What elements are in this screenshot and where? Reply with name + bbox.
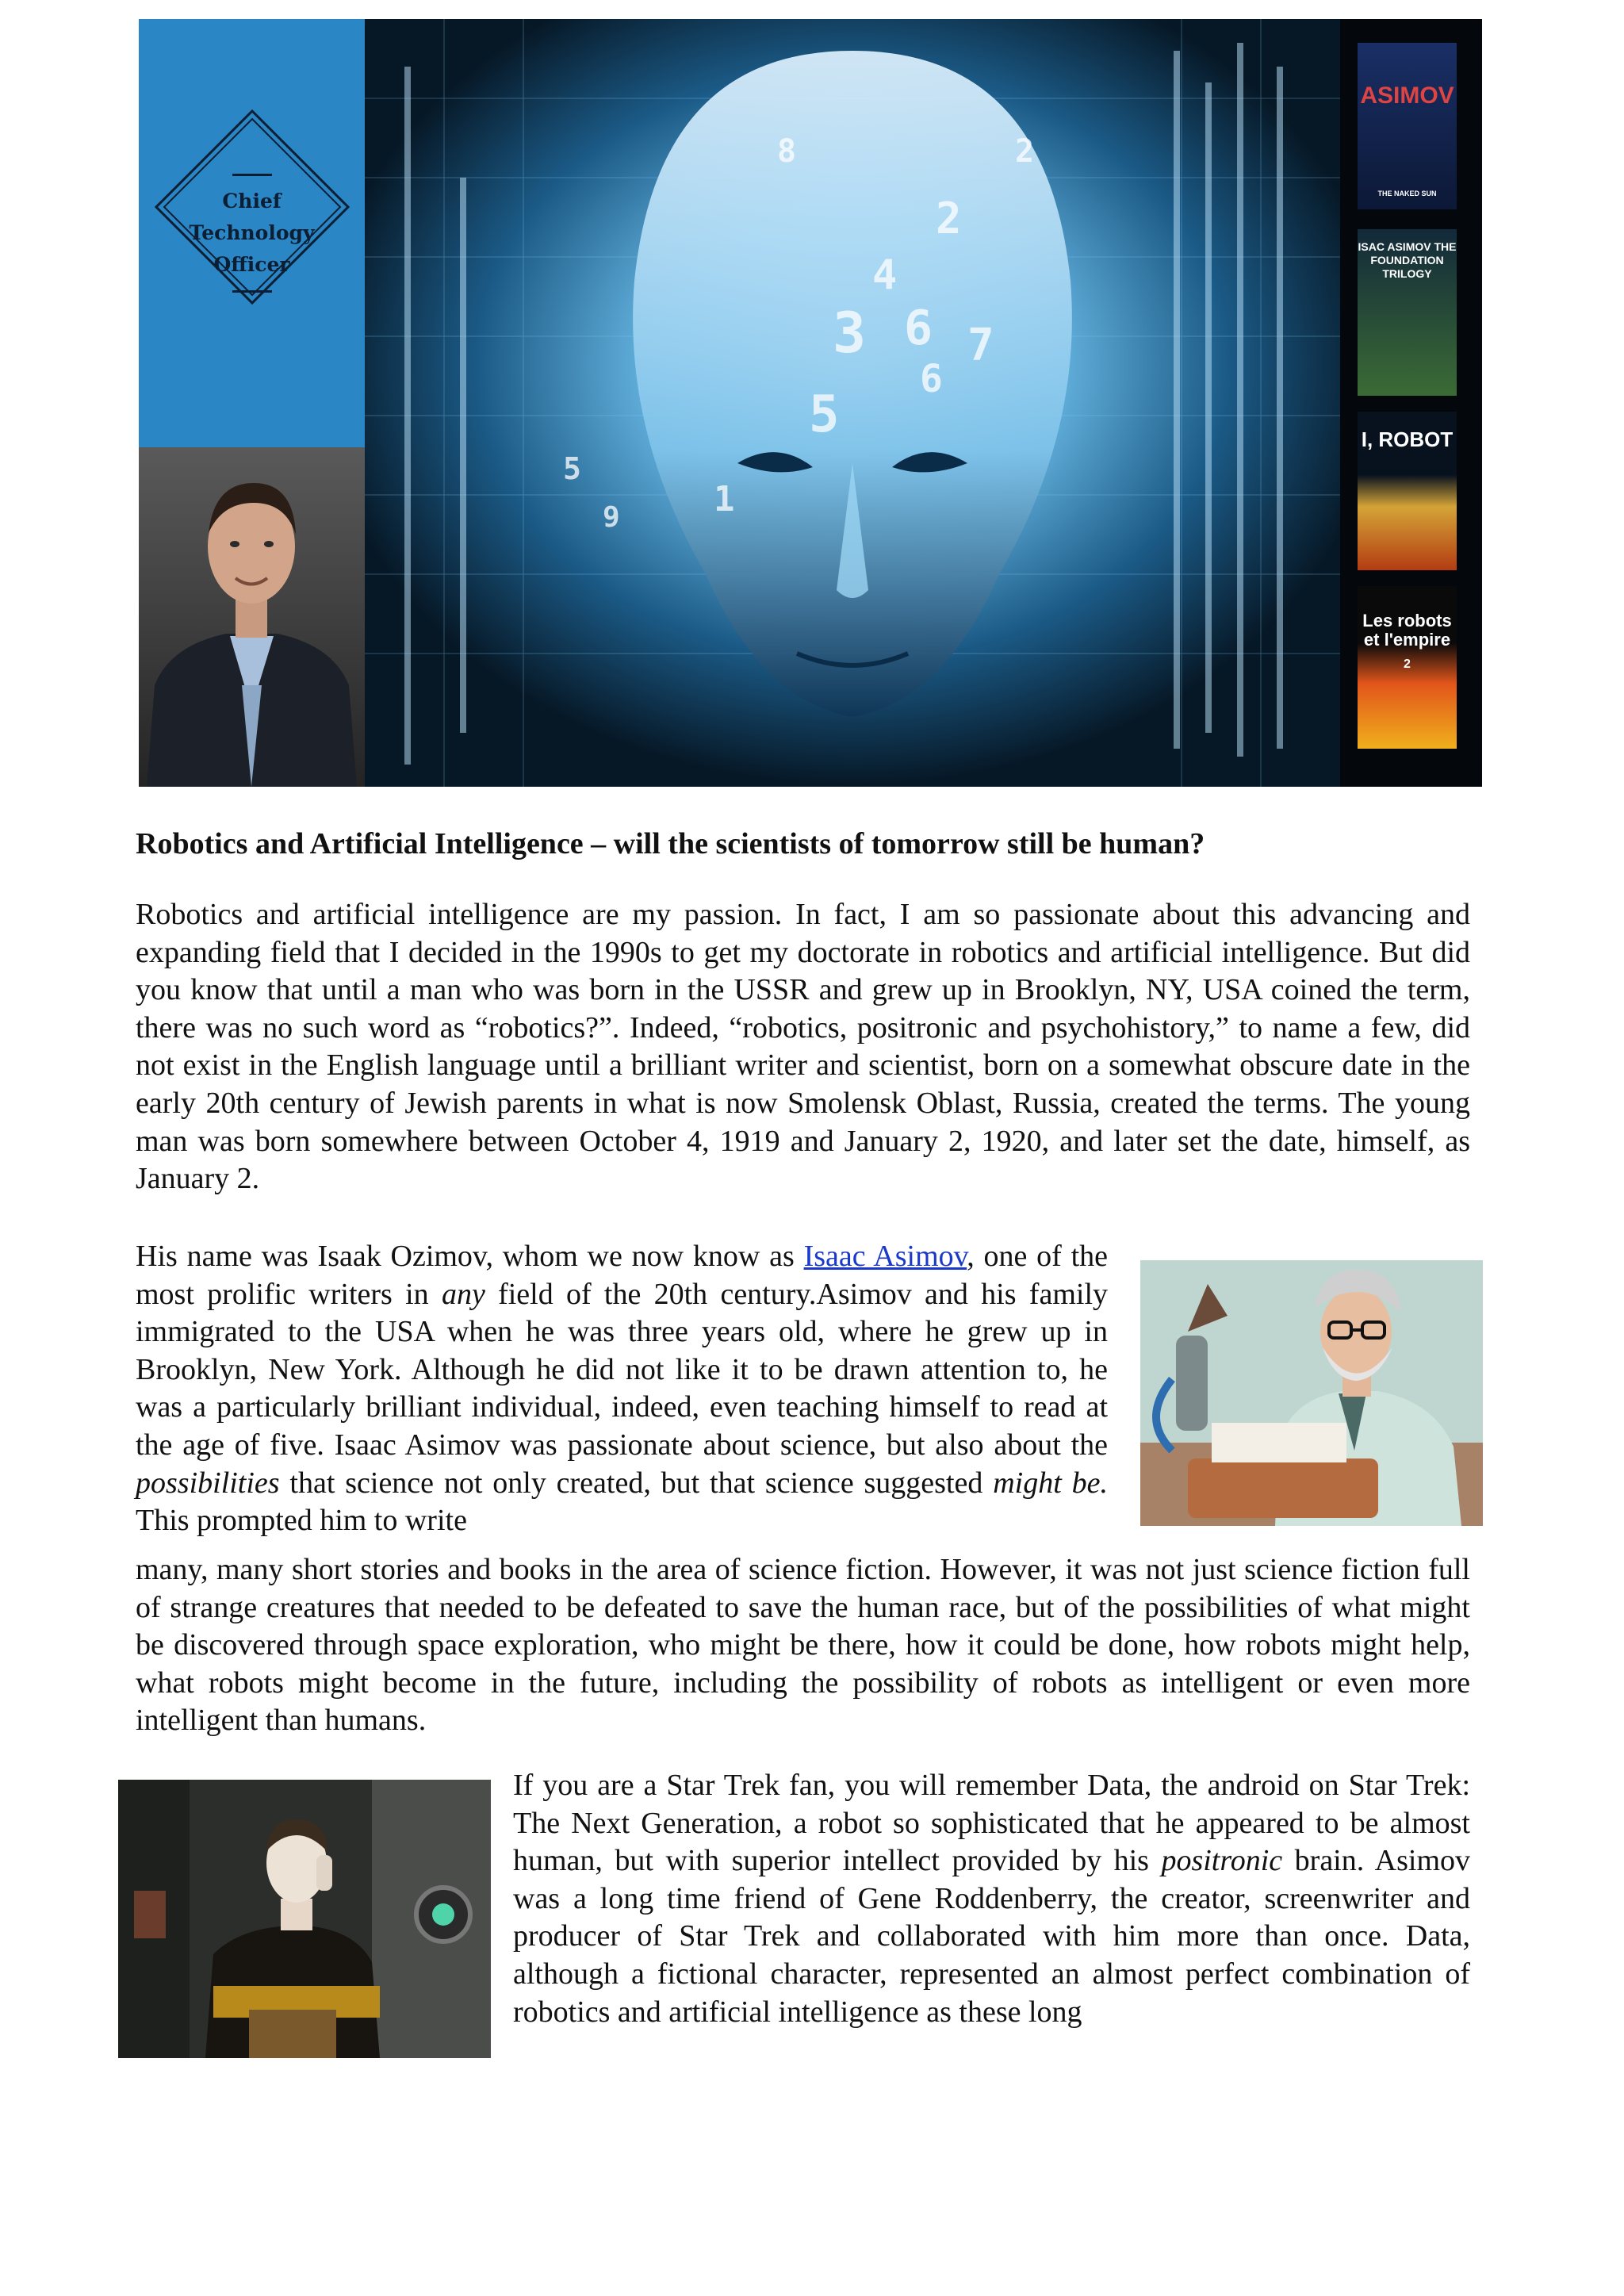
paragraph-asimov — [136, 1238, 1108, 1540]
emphasis: any — [441, 1277, 485, 1311]
floating-digit: 2 — [936, 194, 962, 243]
paragraph-star-trek — [513, 1767, 1470, 2031]
emphasis: possibilities — [136, 1466, 280, 1500]
text-run: field of the 20th century.Asimov and his family immigrated to the USA when he was three years old, where he grew up in Brooklyn, New York. Although he did not like it to be drawn attention to, he was a particularly brilliant individual, indeed, even teaching himself to read at the age of five. Isaac Asimov was passionate about science, but also about the — [136, 1277, 1108, 1462]
floating-digit: 9 — [603, 501, 620, 534]
text-run: If you are a Star Trek fan, you will remember Data, the android on Star Trek: The Next Generation, a robot so sophisticated that he appeared to be almost human, but with superior intellect provided by his — [513, 1769, 1470, 1878]
paragraph-intro: Robotics and artificial intelligence are my passion. In fact, I am so passionate about this advancing and expanding field that I decided in the 1990s to get my doctorate in robotics and artificial intelligence. But did you know that until a man who was born in the USSR and grew up in Brooklyn, NY, USA coined the term, there was no such word as “robotics?”. Indeed, “robotics, positronic and psychohistory,” to name a few, did not exist in the English language until a brilliant writer and scientist, born on a somewhat obscure date in the early 20th century of Jewish parents in what is now Smolensk Oblast, Russia, created the terms. The young man was born somewhere between October 4, 1919 and January 2, 1920, and later set the date, himself, as January 2. — [136, 898, 1470, 1196]
book-cover — [1358, 586, 1457, 749]
text-run: , one of the most prolific writers in — [136, 1240, 1109, 1311]
data-star-trek-image — [118, 1780, 491, 2058]
book-title: ASIMOV — [1360, 82, 1454, 109]
header-banner — [139, 19, 1482, 787]
floating-digit: 6 — [920, 357, 943, 401]
book-volume-number: 2 — [1404, 657, 1411, 671]
isaac-asimov-link[interactable]: Isaac Asimov — [803, 1240, 967, 1273]
book-cover — [1358, 412, 1457, 570]
floating-digit: 3 — [833, 301, 867, 366]
text-run: brain. Asimov was a long time friend of Gene Roddenberry, the creator, screenwriter and producer of Star Trek and collaborated with him more than once. Data, although a fictional character, represented an almost perfect combination of robotics and artificial intelligence as these long — [513, 1844, 1470, 2029]
floating-digit: 5 — [809, 385, 840, 444]
ai-head-illustration — [365, 19, 1340, 787]
floating-digit: 4 — [872, 251, 898, 299]
book-cover — [1358, 229, 1457, 396]
book-title: I, ROBOT — [1361, 427, 1454, 451]
article-heading: Robotics and Artificial Intelligence – will the scientists of tomorrow still be human? — [136, 827, 1205, 861]
emphasis: positronic — [1161, 1844, 1283, 1878]
text-run: His name was Isaak Ozimov, whom we now know as — [136, 1240, 804, 1273]
floating-digit: 8 — [777, 133, 797, 170]
cto-title-line2: Technology — [189, 221, 315, 244]
floating-digit: 2 — [1015, 133, 1035, 170]
floating-digit: 7 — [967, 320, 994, 371]
asimov-typewriter-image — [1140, 1260, 1483, 1526]
divider — [232, 290, 272, 293]
book-covers-column — [1340, 19, 1482, 787]
author-portrait-image — [139, 447, 365, 787]
floating-digit: 1 — [714, 479, 735, 519]
cto-title-line1: Chief — [222, 190, 282, 213]
floating-digit: 6 — [904, 301, 933, 356]
book-title: Les robots et l'empire — [1362, 611, 1452, 650]
text-run: that science not only created, but that science suggested — [279, 1466, 994, 1500]
book-cover — [1358, 43, 1457, 209]
book-title: ISAC ASIMOV THE FOUNDATION TRILOGY — [1358, 240, 1457, 280]
divider — [232, 174, 272, 176]
book-subtitle: THE NAKED SUN — [1377, 190, 1437, 197]
paragraph-science-fiction: many, many short stories and books in the area of science fiction. However, it was not just science fiction full of strange creatures that needed to be defeated to save the human race, but of the possibilities of what might be discovered through space exploration, who might be there, how it could be done, how robots might help, what robots might become in the future, including the possibility of robots as intelligent or even more intelligent than humans. — [136, 1553, 1470, 1738]
cto-panel — [139, 19, 365, 447]
floating-digit: 5 — [563, 451, 581, 486]
text-run: This prompted him to write — [136, 1504, 467, 1538]
emphasis: might be. — [993, 1466, 1108, 1500]
cto-title-line3: Officer — [213, 253, 290, 276]
